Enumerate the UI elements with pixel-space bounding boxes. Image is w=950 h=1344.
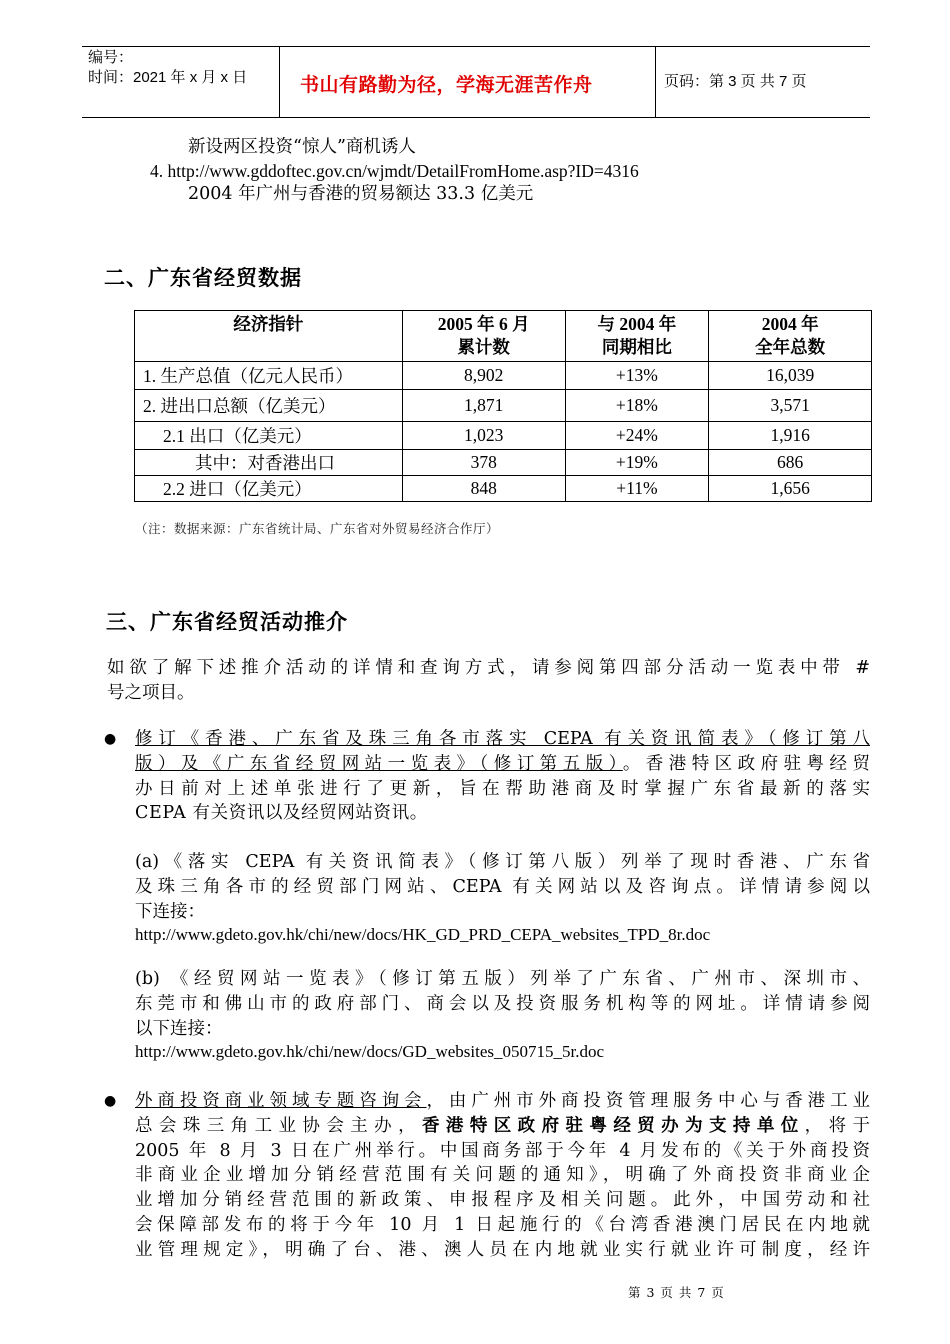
row-value-yoy: +18% xyxy=(565,390,709,422)
item2-line-3: 2005 年 8 月 3 日在广州举行。中国商务部于今年 4 月发布的《关于外商投资 xyxy=(135,1141,870,1161)
item1-line-1 xyxy=(135,727,870,752)
item1-title-part1: 修订《香港、广东省及珠三角各市落实 CEPA 有关资讯简表》（修订第八 xyxy=(135,729,870,749)
row-value-2005: 8,902 xyxy=(402,362,565,390)
row-value-yoy: +19% xyxy=(565,450,709,476)
header-top-rule xyxy=(82,46,870,47)
header-indicator-line1: 经济指针 xyxy=(233,314,304,334)
table-header-row xyxy=(135,311,872,362)
table-row xyxy=(135,362,872,390)
item1b-line-1: (b) 《经贸网站一览表》（修订第五版）列举了广东省、广州市、深圳市、 xyxy=(135,969,870,989)
table-header-indicator xyxy=(135,311,403,362)
header-yoy-line1: 与 2004 年 xyxy=(597,314,677,334)
item1a-url-link[interactable]: http://www.gdeto.gov.hk/chi/new/docs/HK_GD_PRD_CEPA_websites_TPD_8r.doc xyxy=(135,925,711,944)
intro-line-2: 号之项目。 xyxy=(107,683,195,703)
item2-line1-rest: ，由广州市外商投资管理服务中心与香港工业 xyxy=(426,1091,870,1111)
row-value-2004: 686 xyxy=(709,450,872,476)
row-value-2005: 1,023 xyxy=(402,422,565,450)
header-page-label: 页码：第 3 页 共 7 页 xyxy=(664,73,807,90)
item2-line-7: 业管理规定》，明确了台、港、澳人员在内地就业实行就业许可制度，经许 xyxy=(135,1240,870,1260)
row-label: 2.2 进口（亿美元） xyxy=(135,476,403,502)
table-row xyxy=(135,422,872,450)
header-bottom-rule xyxy=(82,117,870,118)
item1-line-2 xyxy=(135,752,870,777)
item1b-line-2: 东莞市和佛山市的政府部门、商会以及投资服务机构等的网址。详情请参阅 xyxy=(135,994,870,1014)
item2-support-unit: 香港特区政府驻粤经贸办为支持单位 xyxy=(422,1116,805,1136)
row-value-2005: 848 xyxy=(402,476,565,502)
intro-line-1: 如欲了解下述推介活动的详情和查询方式，请参阅第四部分活动一览表中带 # xyxy=(107,658,870,678)
economic-data-table xyxy=(134,310,872,502)
item1-line-3: 办日前对上述单张进行了更新，旨在帮助港商及时掌握广东省最新的落实 xyxy=(135,779,870,799)
row-label: 2.1 出口（亿美元） xyxy=(135,422,403,450)
section-3-title: 三、广东省经贸活动推介 xyxy=(106,610,348,634)
table-header-yoy xyxy=(565,311,709,362)
bullet-icon: ● xyxy=(104,1093,117,1109)
ref-line-1: 新设两区投资“惊人”商机诱人 xyxy=(188,137,416,157)
item2-line2-a: 总会珠三角工业协会主办， xyxy=(135,1116,422,1136)
item2-line-6: 会保障部发布的将于今年 10 月 1 日起施行的《台湾香港澳门居民在内地就 xyxy=(135,1215,870,1235)
row-value-2004: 1,656 xyxy=(709,476,872,502)
row-value-yoy: +13% xyxy=(565,362,709,390)
header-motto: 书山有路勤为径，学海无涯苦作舟 xyxy=(300,74,593,96)
item1a-line-1: (a)《落实 CEPA 有关资讯简表》（修订第八版）列举了现时香港、广东省 xyxy=(135,852,870,872)
item1a-line-2: 及珠三角各市的经贸部门网站、CEPA 有关网站以及咨询点。详情请参阅以 xyxy=(135,877,870,897)
row-label: 1. 生产总值（亿元人民币） xyxy=(135,362,403,390)
header-2004-line2: 全年总数 xyxy=(755,337,826,357)
ref-line-3: 2004 年广州与香港的贸易额达 33.3 亿美元 xyxy=(188,184,534,204)
row-label: 其中：对香港出口 xyxy=(135,450,403,476)
row-value-2005: 378 xyxy=(402,450,565,476)
item1-title-part2: 版）及《广东省经贸网站一览表》（修订第五版） xyxy=(135,754,623,774)
item1-line2-rest: 。香港特区政府驻粤经贸 xyxy=(622,754,870,774)
row-value-yoy: +11% xyxy=(565,476,709,502)
table-header-2005 xyxy=(402,311,565,362)
item2-line2-b: ，将于 xyxy=(804,1116,870,1136)
item2-line-2 xyxy=(135,1114,870,1139)
header-yoy-line2: 同期相比 xyxy=(601,337,672,357)
row-value-yoy: +24% xyxy=(565,422,709,450)
header-divider-left xyxy=(279,46,280,117)
row-label: 2. 进出口总额（亿美元） xyxy=(135,390,403,422)
header-time-label: 时间：2021 年 x 月 x 日 xyxy=(88,69,248,86)
section-2-title: 二、广东省经贸数据 xyxy=(104,266,302,290)
row-value-2004: 3,571 xyxy=(709,390,872,422)
item1a-line-3: 下连接： xyxy=(135,902,205,922)
item1-line-4: CEPA 有关资讯以及经贸网站资讯。 xyxy=(135,803,428,823)
table-row xyxy=(135,390,872,422)
row-value-2004: 16,039 xyxy=(709,362,872,390)
table-header-2004 xyxy=(709,311,872,362)
row-value-2005: 1,871 xyxy=(402,390,565,422)
item2-title: 外商投资商业领域专题咨询会 xyxy=(135,1091,427,1111)
bullet-icon: ● xyxy=(104,731,117,747)
header-divider-right xyxy=(655,46,656,117)
table-row xyxy=(135,476,872,502)
header-2005-line1: 2005 年 6 月 xyxy=(437,314,530,334)
table-source-note: （注：数据来源：广东省统计局、广东省对外贸易经济合作厅） xyxy=(135,521,500,536)
item2-line-1 xyxy=(135,1089,870,1114)
header-number-label: 编号： xyxy=(88,49,134,66)
ref-line-2-link[interactable]: 4. http://www.gddoftec.gov.cn/wjmdt/DetailFromHome.asp?ID=4316 xyxy=(150,161,639,181)
item1b-line-3: 以下连接： xyxy=(135,1019,223,1039)
item2-line-5: 业增加分销经营范围的新政策、申报程序及相关问题。此外，中国劳动和社 xyxy=(135,1190,870,1210)
item1b-url-link[interactable]: http://www.gdeto.gov.hk/chi/new/docs/GD_websites_050715_5r.doc xyxy=(135,1042,605,1061)
row-value-2004: 1,916 xyxy=(709,422,872,450)
footer-page-number: 第 3 页 共 7 页 xyxy=(628,1285,725,1300)
header-2004-line1: 2004 年 xyxy=(761,314,819,334)
header-2005-line2: 累计数 xyxy=(457,337,510,357)
table-row xyxy=(135,450,872,476)
item2-line-4: 非商业企业增加分销经营范围有关问题的通知》，明确了外商投资非商业企 xyxy=(135,1165,870,1185)
